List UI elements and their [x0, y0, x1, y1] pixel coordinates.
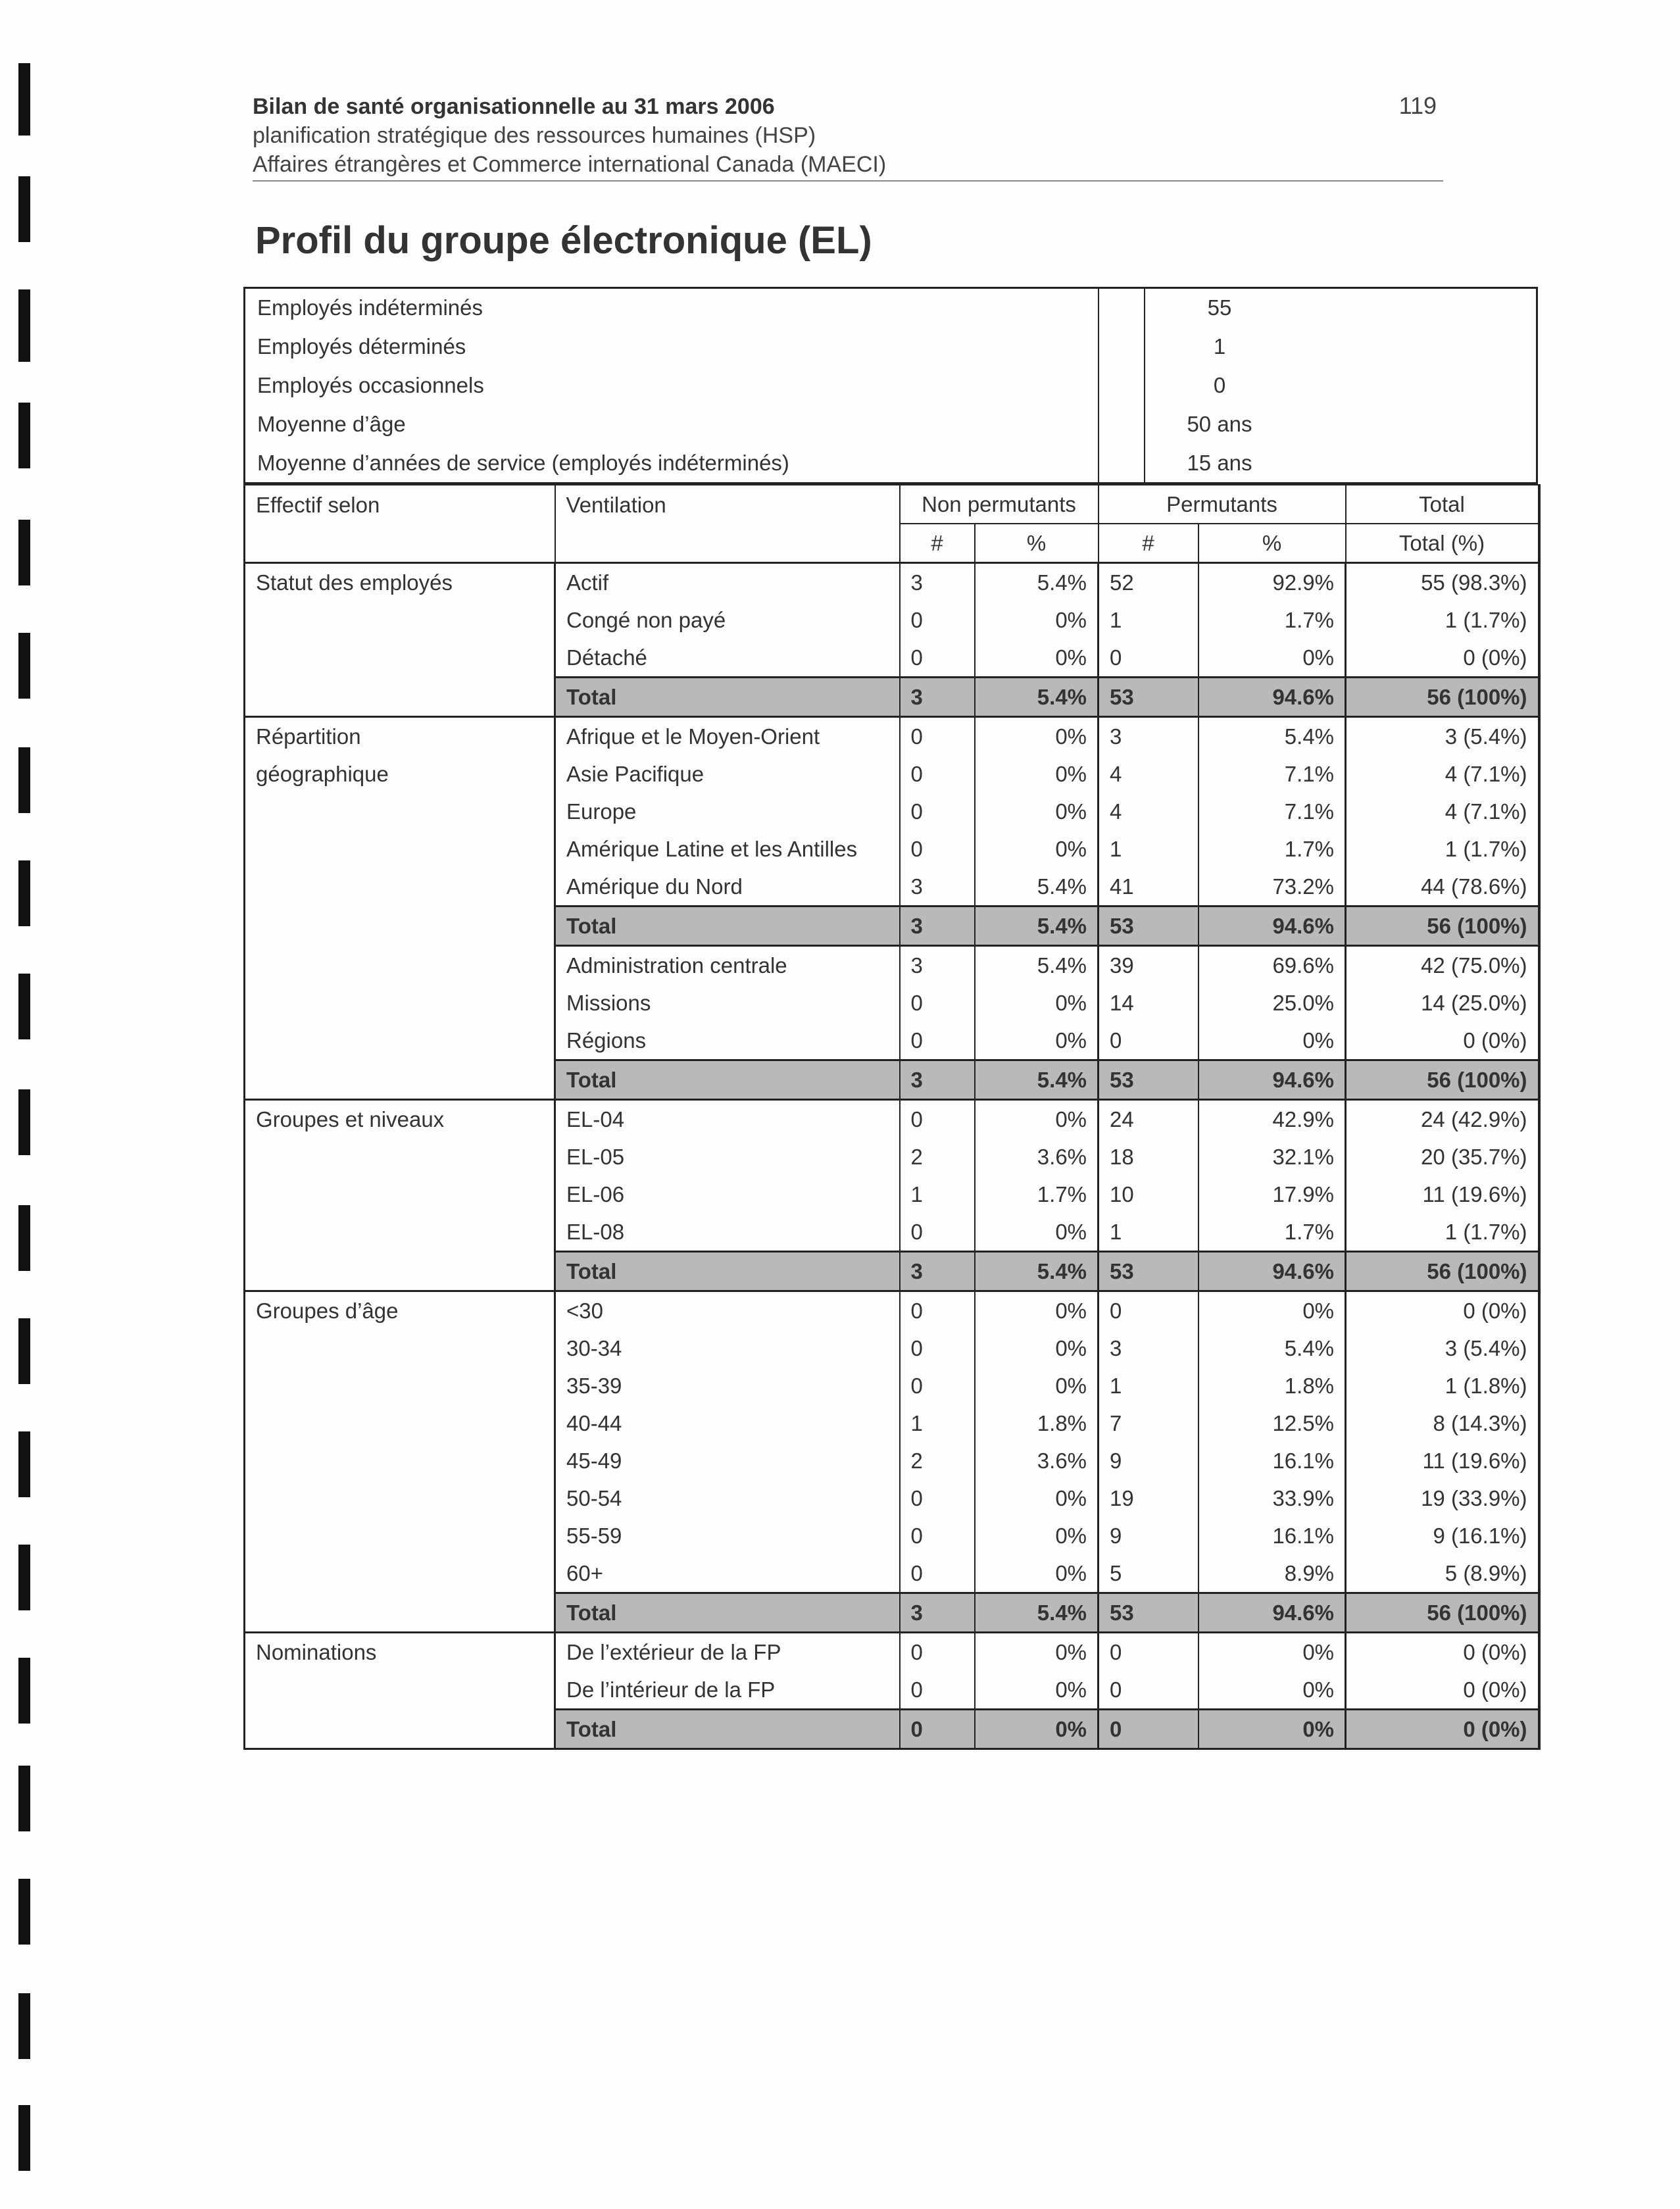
table-body [245, 563, 1539, 1749]
total-cell: 14 (25.0%) [1346, 984, 1539, 1022]
ventilation-cell: 60+ [555, 1554, 900, 1593]
np-count-cell: 0 [900, 755, 975, 793]
ventilation-cell: EL-05 [555, 1138, 900, 1176]
np-count-cell: 0 [900, 717, 975, 756]
total-row [245, 906, 1539, 946]
ventilation-cell: EL-08 [555, 1213, 900, 1252]
p-count-cell: 24 [1099, 1100, 1198, 1139]
binder-holes [13, 0, 39, 2209]
ventilation-cell: 45-49 [555, 1442, 900, 1479]
ventilation-cell: Total [555, 1710, 900, 1749]
np-count-cell: 0 [900, 1671, 975, 1710]
report-subtitle: planification stratégique des ressources humaines (HSP) [253, 123, 816, 148]
ventilation-cell: Total [555, 1060, 900, 1100]
ventilation-cell: De l’intérieur de la FP [555, 1671, 900, 1710]
np-pct-cell: 0% [975, 717, 1099, 756]
col-effectif: Effectif selon [245, 485, 555, 524]
ventilation-cell: Détaché [555, 639, 900, 678]
p-pct-cell: 1.8% [1198, 1367, 1346, 1404]
p-pct-cell: 0% [1198, 1022, 1346, 1060]
p-pct-cell: 12.5% [1198, 1404, 1346, 1442]
ventilation-cell: Régions [555, 1022, 900, 1060]
np-pct-cell: 0% [975, 601, 1099, 639]
table-row [245, 639, 1539, 678]
np-count-cell: 2 [900, 1138, 975, 1176]
p-pct-cell: 94.6% [1198, 1060, 1346, 1100]
total-cell: 1 (1.7%) [1346, 830, 1539, 868]
total-cell: 0 (0%) [1346, 1291, 1539, 1330]
total-cell: 0 (0%) [1346, 1022, 1539, 1060]
p-pct-cell: 33.9% [1198, 1479, 1346, 1517]
np-count-cell: 0 [900, 1710, 975, 1749]
ventilation-cell: 55-59 [555, 1517, 900, 1554]
summary-value: 50 ans [1187, 412, 1252, 436]
category-label: géographique [245, 755, 555, 793]
np-count-cell: 0 [900, 1367, 975, 1404]
np-count-cell: 3 [900, 678, 975, 717]
report-title: Bilan de santé organisationnelle au 31 mars 2006 [253, 94, 775, 119]
total-cell: 0 (0%) [1346, 639, 1539, 678]
np-count-cell: 0 [900, 1554, 975, 1593]
ventilation-cell: 50-54 [555, 1479, 900, 1517]
table-row [245, 830, 1539, 868]
table-row [245, 1633, 1539, 1672]
np-pct-cell: 0% [975, 1022, 1099, 1060]
ventilation-cell: 40-44 [555, 1404, 900, 1442]
np-count-cell: 0 [900, 1479, 975, 1517]
p-pct-cell: 0% [1198, 639, 1346, 678]
p-pct-cell: 1.7% [1198, 1213, 1346, 1252]
total-cell: 0 (0%) [1346, 1671, 1539, 1710]
table-row [245, 1517, 1539, 1554]
p-pct-cell: 8.9% [1198, 1554, 1346, 1593]
np-pct-cell: 3.6% [975, 1442, 1099, 1479]
p-count-cell: 9 [1099, 1442, 1198, 1479]
ventilation-cell: Amérique du Nord [555, 868, 900, 906]
table-row [245, 1100, 1539, 1139]
total-row [245, 1060, 1539, 1100]
np-pct-cell: 5.4% [975, 1593, 1099, 1633]
col-np-count: # [900, 524, 975, 563]
total-cell: 3 (5.4%) [1346, 717, 1539, 756]
table-row [245, 984, 1539, 1022]
total-cell: 3 (5.4%) [1346, 1329, 1539, 1367]
p-count-cell: 0 [1099, 1710, 1198, 1749]
np-pct-cell: 5.4% [975, 906, 1099, 946]
p-count-cell: 53 [1099, 906, 1198, 946]
p-pct-cell: 25.0% [1198, 984, 1346, 1022]
table-row [245, 1213, 1539, 1252]
np-count-cell: 0 [900, 1022, 975, 1060]
table-row [245, 601, 1539, 639]
np-pct-cell: 0% [975, 755, 1099, 793]
np-pct-cell: 0% [975, 1100, 1099, 1139]
np-count-cell: 3 [900, 1252, 975, 1291]
total-row [245, 1710, 1539, 1749]
col-ventilation: Ventilation [555, 485, 900, 524]
header-rule [253, 180, 1443, 182]
p-pct-cell: 7.1% [1198, 793, 1346, 830]
summary-label: Employés déterminés [257, 334, 466, 359]
ventilation-cell: <30 [555, 1291, 900, 1330]
np-pct-cell: 0% [975, 793, 1099, 830]
profile-table [243, 484, 1541, 1750]
total-cell: 11 (19.6%) [1346, 1442, 1539, 1479]
np-count-cell: 1 [900, 1176, 975, 1213]
table-row [245, 1671, 1539, 1710]
np-pct-cell: 0% [975, 830, 1099, 868]
np-count-cell: 0 [900, 793, 975, 830]
table-row [245, 1329, 1539, 1367]
ventilation-cell: Total [555, 906, 900, 946]
summary-label: Moyenne d’âge [257, 412, 406, 436]
p-pct-cell: 0% [1198, 1291, 1346, 1330]
np-pct-cell: 3.6% [975, 1138, 1099, 1176]
p-pct-cell: 1.7% [1198, 601, 1346, 639]
p-count-cell: 1 [1099, 601, 1198, 639]
np-count-cell: 3 [900, 868, 975, 906]
page-title: Profil du groupe électronique (EL) [255, 219, 872, 262]
np-count-cell: 0 [900, 1633, 975, 1672]
total-cell: 4 (7.1%) [1346, 755, 1539, 793]
col-total: Total [1346, 485, 1539, 524]
total-row [245, 678, 1539, 717]
p-pct-cell: 5.4% [1198, 1329, 1346, 1367]
table-row [245, 793, 1539, 830]
p-pct-cell: 92.9% [1198, 563, 1346, 602]
table-row [245, 1291, 1539, 1330]
p-pct-cell: 94.6% [1198, 1593, 1346, 1633]
total-cell: 20 (35.7%) [1346, 1138, 1539, 1176]
total-row [245, 1252, 1539, 1291]
page-header [253, 92, 1443, 179]
total-cell: 0 (0%) [1346, 1633, 1539, 1672]
summary-value: 55 [1207, 295, 1232, 320]
p-count-cell: 4 [1099, 755, 1198, 793]
np-pct-cell: 0% [975, 639, 1099, 678]
table-row [245, 946, 1539, 985]
total-cell: 5 (8.9%) [1346, 1554, 1539, 1593]
ventilation-cell: Total [555, 1593, 900, 1633]
p-pct-cell: 94.6% [1198, 678, 1346, 717]
np-pct-cell: 5.4% [975, 563, 1099, 602]
np-pct-cell: 0% [975, 1517, 1099, 1554]
total-cell: 8 (14.3%) [1346, 1404, 1539, 1442]
np-count-cell: 0 [900, 1100, 975, 1139]
np-pct-cell: 5.4% [975, 678, 1099, 717]
total-cell: 1 (1.8%) [1346, 1367, 1539, 1404]
category-label: Répartition [245, 717, 555, 756]
ventilation-cell: Total [555, 678, 900, 717]
np-count-cell: 0 [900, 984, 975, 1022]
total-cell: 24 (42.9%) [1346, 1100, 1539, 1139]
p-pct-cell: 42.9% [1198, 1100, 1346, 1139]
np-count-cell: 0 [900, 1291, 975, 1330]
category-label: Statut des employés [245, 563, 555, 602]
header-row [245, 485, 1539, 524]
p-count-cell: 5 [1099, 1554, 1198, 1593]
np-count-cell: 0 [900, 601, 975, 639]
category-label: Groupes d’âge [245, 1291, 555, 1330]
np-count-cell: 3 [900, 906, 975, 946]
np-pct-cell: 5.4% [975, 946, 1099, 985]
total-cell: 55 (98.3%) [1346, 563, 1539, 602]
summary-label: Moyenne d’années de service (employés indéterminés) [257, 451, 789, 475]
p-pct-cell: 16.1% [1198, 1517, 1346, 1554]
total-cell: 1 (1.7%) [1346, 1213, 1539, 1252]
total-cell: 56 (100%) [1346, 1060, 1539, 1100]
table-row [245, 1404, 1539, 1442]
p-pct-cell: 94.6% [1198, 906, 1346, 946]
p-count-cell: 19 [1099, 1479, 1198, 1517]
table-row [245, 755, 1539, 793]
np-pct-cell: 0% [975, 1479, 1099, 1517]
np-count-cell: 3 [900, 946, 975, 985]
p-pct-cell: 0% [1198, 1710, 1346, 1749]
summary-labels [257, 293, 789, 487]
summary-value: 0 [1213, 373, 1226, 397]
total-cell: 4 (7.1%) [1346, 793, 1539, 830]
p-pct-cell: 94.6% [1198, 1252, 1346, 1291]
ventilation-cell: Afrique et le Moyen-Orient [555, 717, 900, 756]
total-cell: 56 (100%) [1346, 1593, 1539, 1633]
col-p-pct: % [1198, 524, 1346, 563]
p-pct-cell: 16.1% [1198, 1442, 1346, 1479]
ventilation-cell: Administration centrale [555, 946, 900, 985]
p-pct-cell: 32.1% [1198, 1138, 1346, 1176]
np-count-cell: 3 [900, 1060, 975, 1100]
table-row [245, 1554, 1539, 1593]
col-non-permutants: Non permutants [900, 485, 1099, 524]
summary-label: Employés occasionnels [257, 373, 484, 397]
p-count-cell: 0 [1099, 1291, 1198, 1330]
p-count-cell: 41 [1099, 868, 1198, 906]
np-pct-cell: 0% [975, 1329, 1099, 1367]
total-cell: 9 (16.1%) [1346, 1517, 1539, 1554]
ventilation-cell: De l’extérieur de la FP [555, 1633, 900, 1672]
np-count-cell: 0 [900, 639, 975, 678]
p-count-cell: 7 [1099, 1404, 1198, 1442]
p-count-cell: 10 [1099, 1176, 1198, 1213]
summary-values [1098, 293, 1341, 487]
organization-name: Affaires étrangères et Commerce international Canada (MAECI) [253, 152, 887, 177]
p-count-cell: 53 [1099, 1060, 1198, 1100]
p-count-cell: 1 [1099, 830, 1198, 868]
ventilation-cell: Missions [555, 984, 900, 1022]
p-pct-cell: 5.4% [1198, 717, 1346, 756]
p-pct-cell: 7.1% [1198, 755, 1346, 793]
p-pct-cell: 1.7% [1198, 830, 1346, 868]
col-total-pct: Total (%) [1346, 524, 1539, 563]
ventilation-cell: 35-39 [555, 1367, 900, 1404]
np-count-cell: 0 [900, 1329, 975, 1367]
p-count-cell: 52 [1099, 563, 1198, 602]
ventilation-cell: EL-06 [555, 1176, 900, 1213]
np-count-cell: 3 [900, 563, 975, 602]
category-label: Nominations [245, 1633, 555, 1672]
col-np-pct: % [975, 524, 1099, 563]
summary-box [243, 287, 1538, 484]
np-pct-cell: 5.4% [975, 1060, 1099, 1100]
np-pct-cell: 5.4% [975, 1252, 1099, 1291]
p-count-cell: 0 [1099, 1671, 1198, 1710]
total-cell: 56 (100%) [1346, 906, 1539, 946]
summary-value: 15 ans [1187, 451, 1252, 475]
table-row [245, 717, 1539, 756]
total-cell: 19 (33.9%) [1346, 1479, 1539, 1517]
table-row [245, 1442, 1539, 1479]
page-number: 119 [1398, 92, 1437, 119]
np-count-cell: 2 [900, 1442, 975, 1479]
ventilation-cell: EL-04 [555, 1100, 900, 1139]
np-count-cell: 0 [900, 1517, 975, 1554]
ventilation-cell: Asie Pacifique [555, 755, 900, 793]
np-count-cell: 3 [900, 1593, 975, 1633]
p-count-cell: 39 [1099, 946, 1198, 985]
ventilation-cell: Amérique Latine et les Antilles [555, 830, 900, 868]
np-pct-cell: 0% [975, 1291, 1099, 1330]
total-cell: 42 (75.0%) [1346, 946, 1539, 985]
table-row [245, 1022, 1539, 1060]
np-pct-cell: 5.4% [975, 868, 1099, 906]
total-cell: 1 (1.7%) [1346, 601, 1539, 639]
np-pct-cell: 1.7% [975, 1176, 1099, 1213]
p-pct-cell: 69.6% [1198, 946, 1346, 985]
table-row [245, 868, 1539, 906]
col-p-count: # [1099, 524, 1198, 563]
col-permutants: Permutants [1099, 485, 1346, 524]
np-pct-cell: 0% [975, 984, 1099, 1022]
ventilation-cell: Total [555, 1252, 900, 1291]
table-row [245, 1138, 1539, 1176]
p-count-cell: 18 [1099, 1138, 1198, 1176]
np-pct-cell: 0% [975, 1367, 1099, 1404]
p-count-cell: 9 [1099, 1517, 1198, 1554]
total-cell: 56 (100%) [1346, 678, 1539, 717]
p-count-cell: 0 [1099, 639, 1198, 678]
total-cell: 56 (100%) [1346, 1252, 1539, 1291]
table-row [245, 563, 1539, 602]
np-pct-cell: 0% [975, 1213, 1099, 1252]
total-cell: 11 (19.6%) [1346, 1176, 1539, 1213]
subheader-row [245, 524, 1539, 563]
summary-label: Employés indéterminés [257, 295, 483, 320]
np-pct-cell: 0% [975, 1671, 1099, 1710]
table-row [245, 1176, 1539, 1213]
p-pct-cell: 73.2% [1198, 868, 1346, 906]
p-count-cell: 53 [1099, 678, 1198, 717]
np-count-cell: 0 [900, 830, 975, 868]
np-count-cell: 1 [900, 1404, 975, 1442]
p-count-cell: 4 [1099, 793, 1198, 830]
p-count-cell: 14 [1099, 984, 1198, 1022]
p-pct-cell: 17.9% [1198, 1176, 1346, 1213]
p-count-cell: 53 [1099, 1252, 1198, 1291]
total-cell: 44 (78.6%) [1346, 868, 1539, 906]
table-row [245, 1479, 1539, 1517]
p-count-cell: 1 [1099, 1213, 1198, 1252]
ventilation-cell: Actif [555, 563, 900, 602]
total-cell: 0 (0%) [1346, 1710, 1539, 1749]
p-count-cell: 3 [1099, 717, 1198, 756]
p-pct-cell: 0% [1198, 1633, 1346, 1672]
p-count-cell: 53 [1099, 1593, 1198, 1633]
ventilation-cell: Europe [555, 793, 900, 830]
p-count-cell: 3 [1099, 1329, 1198, 1367]
ventilation-cell: Congé non payé [555, 601, 900, 639]
p-pct-cell: 0% [1198, 1671, 1346, 1710]
np-pct-cell: 0% [975, 1633, 1099, 1672]
ventilation-cell: 30-34 [555, 1329, 900, 1367]
np-pct-cell: 0% [975, 1554, 1099, 1593]
category-label: Groupes et niveaux [245, 1100, 555, 1139]
table-row [245, 1367, 1539, 1404]
p-count-cell: 0 [1099, 1633, 1198, 1672]
total-row [245, 1593, 1539, 1633]
p-count-cell: 0 [1099, 1022, 1198, 1060]
np-count-cell: 0 [900, 1213, 975, 1252]
p-count-cell: 1 [1099, 1367, 1198, 1404]
np-pct-cell: 1.8% [975, 1404, 1099, 1442]
summary-value: 1 [1213, 334, 1226, 359]
np-pct-cell: 0% [975, 1710, 1099, 1749]
